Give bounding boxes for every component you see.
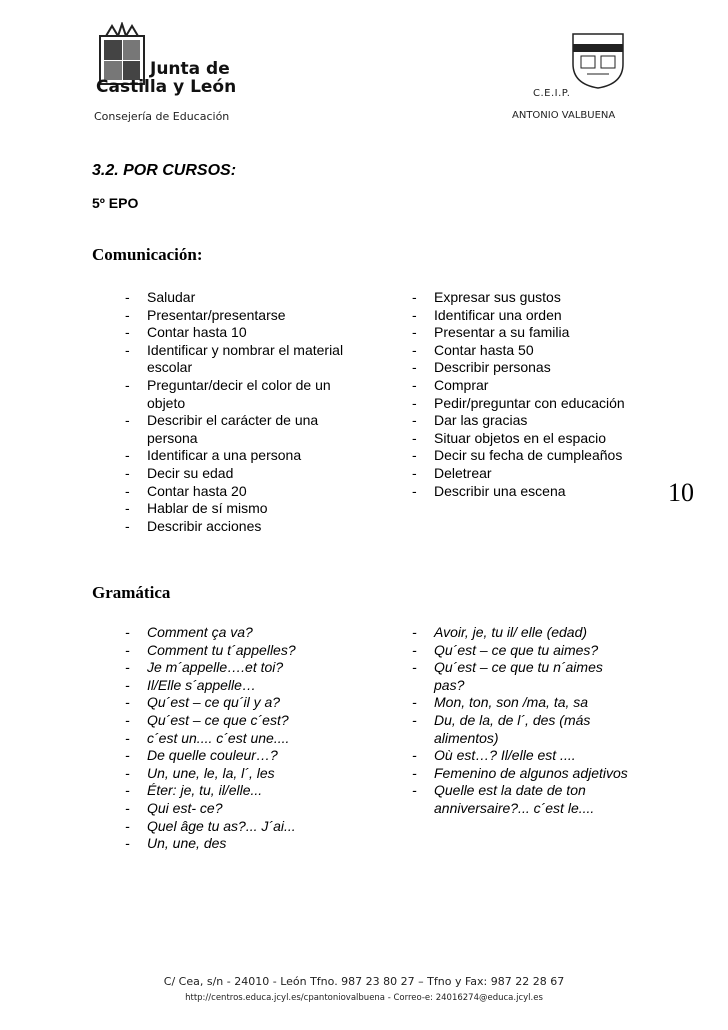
- list-item: - Où est…? Il/elle est ....: [412, 747, 634, 765]
- list-item: - Contar hasta 20: [125, 483, 355, 501]
- list-item: - Du, de la, de l´, des (más alimentos): [412, 712, 634, 747]
- list-item: - Comprar: [412, 377, 642, 395]
- footer-web: http://centros.educa.jcyl.es/cpantoniovalbuena - Correo-e: 24016274@educa.jcyl.es: [185, 993, 543, 1003]
- list-item: - Describir el carácter de una persona: [125, 412, 355, 447]
- list-item: - Presentar/presentarse: [125, 307, 355, 325]
- list-item: - Identificar una orden: [412, 307, 642, 325]
- gramatica-heading: Gramática: [92, 583, 171, 602]
- list-item: - Éter: je, tu, il/elle...: [125, 782, 365, 800]
- list-item: - Comment tu t´appelles?: [125, 642, 365, 660]
- list-item: - Decir su fecha de cumpleaños: [412, 447, 642, 465]
- department-label: Consejería de Educación: [94, 110, 230, 123]
- list-item: - Preguntar/decir el color de un objeto: [125, 377, 355, 412]
- comunicacion-heading: Comunicación:: [92, 245, 203, 264]
- list-item: - Situar objetos en el espacio: [412, 430, 642, 448]
- list-item: - Dar las gracias: [412, 412, 642, 430]
- list-item: - Qu´est – ce que tu n´aimes pas?: [412, 659, 634, 694]
- list-item: - Mon, ton, son /ma, ta, sa: [412, 694, 634, 712]
- list-item: - Hablar de sí mismo: [125, 500, 355, 518]
- list-item: - Contar hasta 50: [412, 342, 642, 360]
- comunicacion-right-list: [412, 289, 642, 500]
- school-crest-icon: [567, 30, 629, 90]
- school-type: C.E.I.P.: [533, 88, 571, 99]
- list-item: - Un, une, le, la, l´, les: [125, 765, 365, 783]
- list-item: - Qu´est – ce que c´est?: [125, 712, 365, 730]
- list-item: - Quelle est la date de ton anniversaire?... c´est le....: [412, 782, 634, 817]
- org-line2: Castilla y León: [96, 77, 237, 97]
- list-item: - Qui est- ce?: [125, 800, 365, 818]
- list-item: - Un, une, des: [125, 835, 365, 853]
- gramatica-right-list: [412, 624, 634, 818]
- list-item: - Describir personas: [412, 359, 642, 377]
- list-item: - Decir su edad: [125, 465, 355, 483]
- list-item: - c´est un.... c´est une....: [125, 730, 365, 748]
- list-item: - Comment ça va?: [125, 624, 365, 642]
- list-item: - Quel âge tu as?... J´ai...: [125, 818, 365, 836]
- list-item: - Contar hasta 10: [125, 324, 355, 342]
- list-item: - Femenino de algunos adjetivos: [412, 765, 634, 783]
- list-item: - Presentar a su familia: [412, 324, 642, 342]
- course-title: 5º EPO: [92, 195, 139, 211]
- list-item: - Identificar y nombrar el material escolar: [125, 342, 355, 377]
- school-name: ANTONIO VALBUENA: [512, 110, 616, 121]
- org-line1: Junta de: [150, 59, 230, 79]
- list-item: - Qu´est – ce qu´il y a?: [125, 694, 365, 712]
- org-name: [96, 59, 237, 97]
- list-item: - Saludar: [125, 289, 355, 307]
- list-item: - Describir una escena: [412, 483, 642, 501]
- list-item: - Expresar sus gustos: [412, 289, 642, 307]
- gramatica-left-list: [125, 624, 365, 853]
- footer-address: C/ Cea, s/n - 24010 - León Tfno. 987 23 80 27 – Tfno y Fax: 987 22 28 67: [163, 975, 565, 988]
- page-number: 10: [668, 478, 694, 507]
- list-item: - Je m´appelle….et toi?: [125, 659, 365, 677]
- list-item: - Pedir/preguntar con educación: [412, 395, 642, 413]
- list-item: - Identificar a una persona: [125, 447, 355, 465]
- list-item: - Deletrear: [412, 465, 642, 483]
- section-title: 3.2. POR CURSOS:: [92, 162, 237, 179]
- list-item: - Describir acciones: [125, 518, 355, 536]
- list-item: - De quelle couleur…?: [125, 747, 365, 765]
- comunicacion-left-list: [125, 289, 355, 535]
- list-item: - Qu´est – ce que tu aimes?: [412, 642, 634, 660]
- list-item: - Avoir, je, tu il/ elle (edad): [412, 624, 634, 642]
- list-item: - Il/Elle s´appelle…: [125, 677, 365, 695]
